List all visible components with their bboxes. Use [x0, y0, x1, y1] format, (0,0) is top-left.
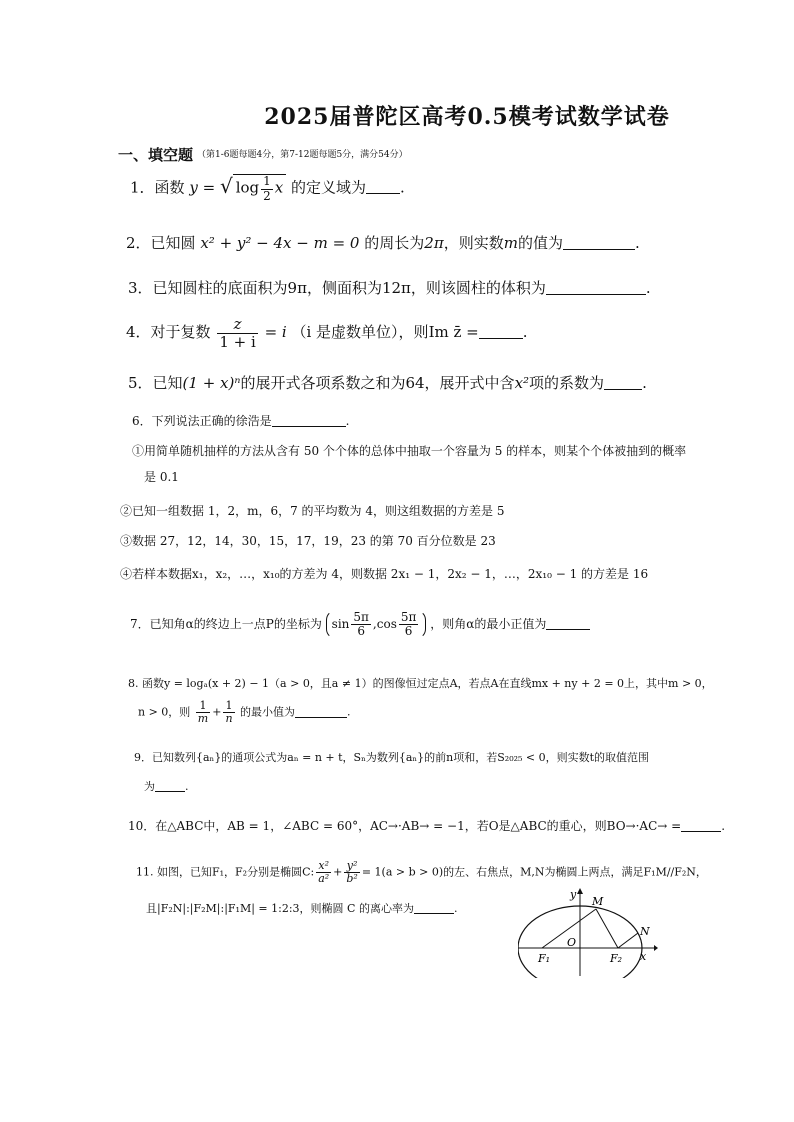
q11-b2: b² — [346, 872, 358, 886]
q9-text: 为 — [144, 780, 155, 793]
q11-x2: x² — [316, 860, 331, 873]
label-f1: F₁ — [538, 952, 551, 965]
q2-text: 2．已知圆 — [126, 234, 196, 252]
q10-blank[interactable] — [681, 820, 721, 832]
q5-value: 64 — [405, 374, 425, 392]
q4-blank[interactable] — [479, 324, 523, 339]
question-6 — [132, 412, 349, 429]
q4-im: Im z̄ — [428, 323, 462, 341]
q7-num-1: 5π — [353, 610, 369, 624]
q9-blank[interactable] — [155, 780, 185, 792]
section-name: 一、填空题 — [118, 146, 194, 164]
q1-text: 1．函数 — [130, 178, 185, 197]
q11-frac-x — [316, 860, 331, 885]
q6-option-3: ③数据 27，12，14，30，15，17，19，23 的第 70 百分位数是 23 — [120, 534, 496, 548]
question-8: 8. 函数y = logₐ(x + 2) − 1（a > 0，且a ≠ 1）的图像恒过定点A，若点A在直线mx + ny + 2 = 0上，其中m > 0， — [128, 677, 713, 690]
q1-sqrt: √ log $\frac{1}{2}$ x — [220, 174, 286, 203]
q6-option-1: ①用简单随机抽样的方法从含有 50 个个体的总体中抽取一个容量为 5 的样本，则某个个体被抽到的概率 — [132, 444, 687, 458]
q6-option-1-cont: 是 0.1 — [144, 470, 179, 484]
q6-option-4: ④若样本数据x₁，x₂，…，x₁₀的方差为 4，则数据 2x₁ − 1，2x₂ − 1，…，2x₁₀ − 1 的方差是 16 — [120, 567, 649, 581]
q5-text-4: 项的系数为 — [529, 374, 605, 392]
q8-den-1: m — [197, 712, 209, 726]
q1-base — [261, 175, 273, 202]
question-11-cont — [146, 900, 457, 916]
q4-fraction — [217, 316, 257, 350]
q8-text-2: 的最小值为 — [240, 705, 296, 719]
q1-eq: = — [202, 178, 216, 197]
y-axis-arrow — [577, 888, 583, 894]
q5-end: . — [642, 374, 647, 392]
q11-y2: y² — [344, 860, 359, 873]
q5-blank[interactable] — [604, 375, 642, 390]
q2-text-4: 的值为 — [517, 234, 563, 252]
question-8-cont — [138, 700, 351, 725]
q6-end: . — [345, 414, 350, 428]
q5-text-2: 的展开式各项系数之和为 — [240, 374, 406, 392]
question-9-cont — [144, 778, 189, 794]
question-4 — [126, 316, 528, 350]
q1-text-2: 的定义域为 — [291, 178, 367, 197]
q11-frac-y — [344, 860, 359, 885]
q7-cos: cos — [376, 617, 397, 632]
q7-blank[interactable] — [546, 618, 590, 630]
q7-den-2: 6 — [404, 624, 413, 639]
q7-den-1: 6 — [357, 624, 365, 639]
q4-den: 1 + i — [219, 332, 256, 351]
q8-num-2: 1 — [223, 700, 234, 713]
q1-blank[interactable] — [366, 179, 400, 194]
label-n: N — [640, 925, 650, 938]
q11-text-2: = 1(a > b > 0)的左、右焦点，M,N为椭圆上两点，满足F₁M//F₂N， — [361, 865, 707, 879]
q1-end: . — [400, 178, 405, 197]
q4-eq: = i — [264, 323, 287, 341]
q7-text: 7．已知角α的终边上一点P的坐标为 — [130, 617, 322, 632]
q4-num: z — [217, 316, 257, 334]
q5-text: 5．已知 — [128, 374, 183, 392]
q1-base-den: 2 — [263, 188, 271, 203]
q8-text: n > 0，则 — [138, 705, 191, 719]
q8-den-2: n — [225, 712, 233, 726]
question-7 — [130, 610, 590, 639]
q2-value: 2π — [424, 234, 444, 252]
page-title: 2025届普陀区高考0.5模考试数学试卷 — [264, 104, 670, 130]
q8-plus: + — [212, 705, 222, 719]
question-11 — [136, 860, 707, 885]
q3-blank[interactable] — [546, 280, 646, 295]
segment-m-f2 — [596, 909, 618, 948]
q7-point — [326, 610, 427, 639]
label-m: M — [592, 895, 604, 908]
q7-comma: , — [372, 617, 377, 632]
segment-f2-n — [618, 933, 638, 948]
q9-end: . — [185, 780, 189, 793]
q6-text: 6．下列说法正确的徐浩是 — [132, 414, 272, 428]
q8-frac-2 — [223, 700, 234, 725]
section-note: （第1-6题每题4分，第7-12题每题5分，满分54分） — [197, 150, 408, 160]
ellipse-figure — [518, 888, 658, 978]
q7-num-2: 5π — [400, 610, 417, 624]
question-5 — [128, 372, 647, 393]
x-axis-arrow — [654, 945, 658, 951]
q6-blank[interactable] — [272, 415, 346, 427]
q5-term: x² — [514, 374, 530, 392]
q7-sin: sin — [331, 617, 350, 632]
label-o: O — [567, 936, 577, 949]
question-10 — [128, 817, 725, 834]
q7-frac-1 — [351, 611, 371, 638]
q8-end: . — [347, 705, 351, 719]
q3-end: . — [645, 279, 651, 297]
q8-frac-1 — [196, 700, 210, 725]
q10-end: . — [721, 819, 726, 833]
q2-blank[interactable] — [563, 235, 635, 250]
q11-text: 11. 如图，已知F₁，F₂分别是椭圆C: — [136, 865, 315, 879]
section-header — [118, 144, 408, 165]
q2-text-2: 的周长为 — [364, 234, 425, 252]
q2-equation: x² + y² − 4x − m = 0 — [200, 234, 360, 252]
q1-log: log — [235, 179, 260, 197]
q4-end: . — [522, 323, 528, 341]
q3-text: 3．已知圆柱的底面积为9π，侧面积为12π，则该圆柱的体积为 — [128, 279, 546, 297]
q4-text: 4．对于复数 — [126, 323, 211, 341]
q1-base-num: 1 — [263, 174, 271, 189]
q10-text: 10．在△ABC中，AB = 1，∠ABC = 60°，AC→·AB→ = −1，若O是△ABC的重心，则BO→·AC→ = — [128, 819, 682, 833]
q2-text-3: ，则实数 — [443, 234, 504, 252]
q5-binomial: (1 + x)ⁿ — [182, 374, 241, 392]
question-3 — [128, 277, 651, 298]
q2-var: m — [503, 234, 518, 252]
q6-option-2: ②已知一组数据 1，2，m，6，7 的平均数为 4，则这组数据的方差是 5 — [120, 504, 505, 518]
q5-text-3: ，展开式中含 — [424, 374, 515, 392]
q11-blank[interactable] — [414, 902, 454, 914]
label-y: y — [570, 888, 577, 901]
q11-plus: + — [333, 865, 343, 879]
label-f2: F₂ — [610, 952, 623, 965]
q4-eq-2: = — [466, 323, 479, 341]
q11-text-3: 且|F₂N|:|F₂M|:|F₁M| = 1:2:3，则椭圆 C 的离心率为 — [146, 902, 414, 915]
q11-end: . — [453, 902, 458, 915]
q4-text-2: （i 是虚数单位），则 — [291, 323, 429, 341]
q7-text-2: ，则角α的最小正值为 — [430, 617, 547, 632]
q1-var: y — [189, 178, 198, 197]
question-1 — [130, 174, 405, 203]
question-9: 9．已知数列{aₙ}的通项公式为aₙ = n + t，Sₙ为数列{aₙ}的前n项和，若S₂₀₂₅ < 0，则实数t的取值范围 — [134, 751, 650, 764]
q7-frac-2 — [399, 611, 419, 638]
q1-x: x — [274, 179, 284, 197]
q8-num-1: 1 — [196, 700, 210, 713]
q11-a2: a² — [318, 872, 330, 886]
label-x: x — [640, 950, 647, 963]
q2-end: . — [634, 234, 640, 252]
question-2 — [126, 232, 640, 253]
q8-blank[interactable] — [295, 706, 347, 718]
